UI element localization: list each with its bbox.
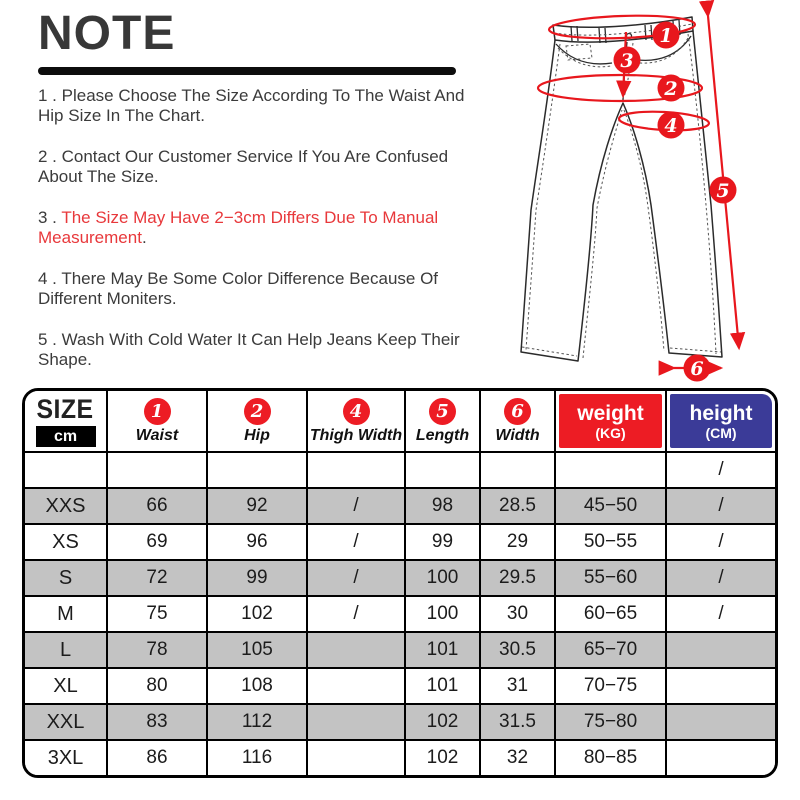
cell-thigh <box>306 667 404 703</box>
header-width: 6 Width <box>479 391 554 451</box>
cell-width <box>479 451 554 487</box>
size-table <box>22 388 778 778</box>
cell-waist: 69 <box>106 523 206 559</box>
cell-waist: 66 <box>106 487 206 523</box>
cell-height <box>665 703 775 739</box>
note-item <box>38 269 488 309</box>
note-number: 2 . <box>38 147 62 166</box>
cell-weight: 65−70 <box>554 631 665 667</box>
cell-width: 30.5 <box>479 631 554 667</box>
cell-hip: 105 <box>206 631 306 667</box>
header-waist: 1 Waist <box>106 391 206 451</box>
cell-weight: 60−65 <box>554 595 665 631</box>
cell-length: 100 <box>404 559 479 595</box>
cell-hip <box>206 451 306 487</box>
cell-weight: 50−55 <box>554 523 665 559</box>
cell-height: / <box>665 559 775 595</box>
note-text: Wash With Cold Water It Can Help Jeans Keep Their Shape. <box>38 330 460 369</box>
circle-5-icon: 5 <box>429 398 456 425</box>
cell-size: XL <box>25 667 106 703</box>
cell-height: / <box>665 595 775 631</box>
note-item <box>38 147 488 187</box>
note-text: The Size May Have 2−3cm Differs Due To Manual Measurement <box>38 208 439 247</box>
cell-length: 102 <box>404 703 479 739</box>
size-label: SIZE <box>36 394 95 424</box>
badge-3: 3 <box>620 50 634 72</box>
cell-hip: 102 <box>206 595 306 631</box>
cell-weight <box>554 451 665 487</box>
cell-length: 101 <box>404 631 479 667</box>
cell-weight: 55−60 <box>554 559 665 595</box>
cell-height: / <box>665 451 775 487</box>
cell-thigh: / <box>306 595 404 631</box>
badge-1: 1 <box>659 25 673 47</box>
note-number: 4 . <box>38 269 62 288</box>
cell-size: XXS <box>25 487 106 523</box>
cell-height: / <box>665 523 775 559</box>
circle-2-icon: 2 <box>244 398 271 425</box>
cell-length: 101 <box>404 667 479 703</box>
cell-hip: 92 <box>206 487 306 523</box>
cell-weight: 80−85 <box>554 739 665 775</box>
header-height: height (CM) <box>665 391 775 451</box>
header-hip: 2 Hip <box>206 391 306 451</box>
cell-width: 32 <box>479 739 554 775</box>
cell-size: 3XL <box>25 739 106 775</box>
note-number: 5 . <box>38 330 62 349</box>
cell-hip: 116 <box>206 739 306 775</box>
note-text: Please Choose The Size According To The Waist And Hip Size In The Chart. <box>38 86 465 125</box>
badge-6: 6 <box>690 358 704 380</box>
note-item <box>38 86 488 126</box>
cell-thigh <box>306 703 404 739</box>
cell-thigh <box>306 631 404 667</box>
circle-4-icon: 4 <box>343 398 370 425</box>
cell-hip: 108 <box>206 667 306 703</box>
jeans-diagram <box>500 0 780 392</box>
size-unit-badge: cm <box>36 426 96 447</box>
cell-size: M <box>25 595 106 631</box>
note-number: 3 . <box>38 208 62 227</box>
circle-6-icon: 6 <box>504 398 531 425</box>
size-header-cell <box>25 391 106 451</box>
cell-length: 98 <box>404 487 479 523</box>
cell-size: XS <box>25 523 106 559</box>
cell-length: 102 <box>404 739 479 775</box>
cell-thigh <box>306 451 404 487</box>
cell-width: 29 <box>479 523 554 559</box>
cell-length <box>404 451 479 487</box>
header-length: 5 Length <box>404 391 479 451</box>
cell-length: 99 <box>404 523 479 559</box>
header-weight: weight (KG) <box>554 391 665 451</box>
cell-height <box>665 631 775 667</box>
note-number: 1 . <box>38 86 62 105</box>
badge-4: 4 <box>664 115 678 137</box>
cell-waist <box>106 451 206 487</box>
notes-list <box>38 86 488 391</box>
cell-hip: 112 <box>206 703 306 739</box>
cell-waist: 75 <box>106 595 206 631</box>
cell-size <box>25 451 106 487</box>
badge-5: 5 <box>716 180 730 202</box>
note-text: Contact Our Customer Service If You Are Confused About The Size. <box>38 147 449 186</box>
badge-2: 2 <box>664 78 678 100</box>
cell-length: 100 <box>404 595 479 631</box>
cell-hip: 99 <box>206 559 306 595</box>
cell-weight: 70−75 <box>554 667 665 703</box>
cell-size: S <box>25 559 106 595</box>
cell-size: L <box>25 631 106 667</box>
note-item <box>38 208 488 248</box>
note-item <box>38 330 488 370</box>
cell-hip: 96 <box>206 523 306 559</box>
cell-weight: 45−50 <box>554 487 665 523</box>
note-text: There May Be Some Color Difference Because Of Different Moniters. <box>38 269 439 308</box>
cell-width: 30 <box>479 595 554 631</box>
cell-thigh <box>306 739 404 775</box>
cell-width: 31 <box>479 667 554 703</box>
cell-width: 29.5 <box>479 559 554 595</box>
cell-waist: 83 <box>106 703 206 739</box>
cell-width: 28.5 <box>479 487 554 523</box>
cell-thigh: / <box>306 487 404 523</box>
cell-weight: 75−80 <box>554 703 665 739</box>
cell-thigh: / <box>306 559 404 595</box>
note-suffix: . <box>141 228 147 247</box>
note-title: NOTE <box>38 7 176 60</box>
circle-1-icon: 1 <box>144 398 171 425</box>
title-underline <box>38 67 456 75</box>
cell-waist: 78 <box>106 631 206 667</box>
cell-waist: 72 <box>106 559 206 595</box>
cell-height: / <box>665 487 775 523</box>
cell-thigh: / <box>306 523 404 559</box>
cell-height <box>665 739 775 775</box>
cell-height <box>665 667 775 703</box>
cell-width: 31.5 <box>479 703 554 739</box>
cell-size: XXL <box>25 703 106 739</box>
header-thigh-width: 4 Thigh Width <box>306 391 404 451</box>
cell-waist: 80 <box>106 667 206 703</box>
cell-waist: 86 <box>106 739 206 775</box>
